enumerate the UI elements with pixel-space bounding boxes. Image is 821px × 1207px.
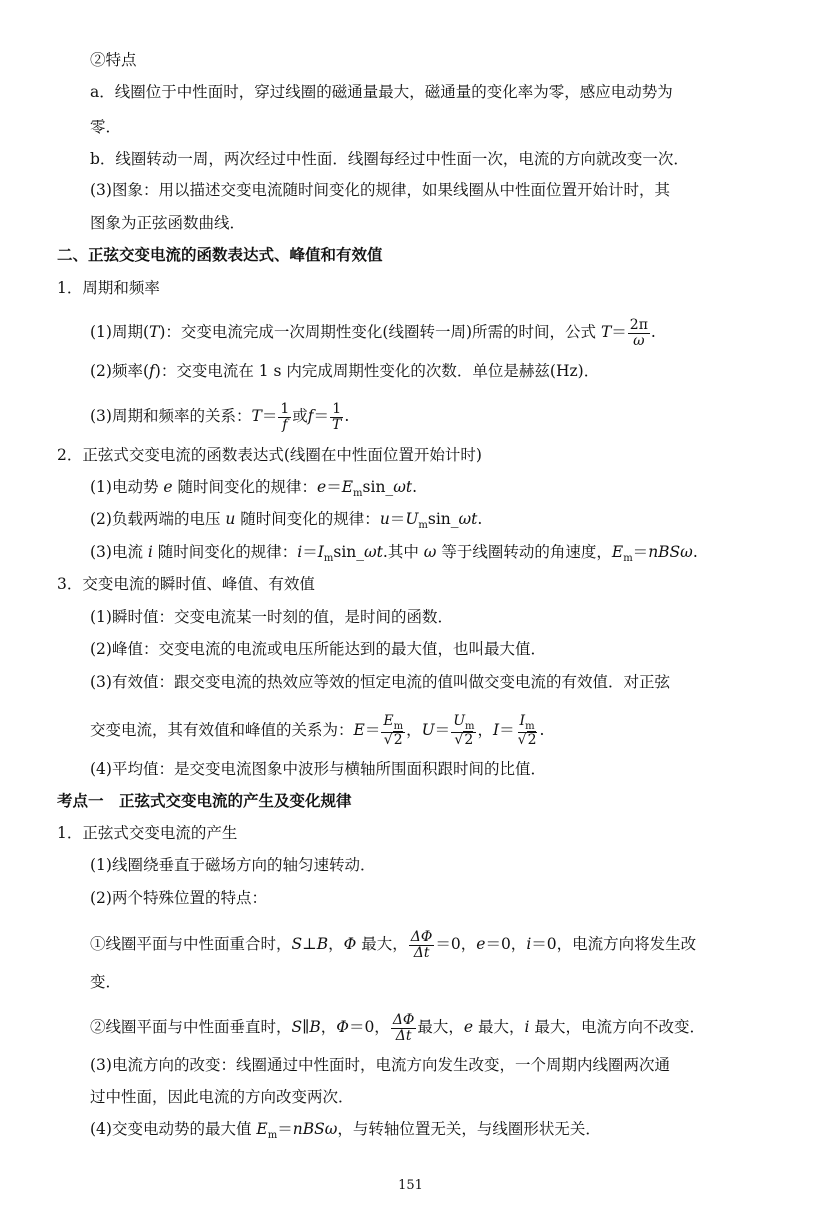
text-line: (4)交变电动势的最大值 $E_m=nBS\omega$，与转轴位置无关，与线圈形状无关． (90, 1120, 601, 1142)
text-line: (2)峰值：交变电流的电流或电压所能达到的最大值，也叫最大值． (90, 640, 546, 658)
text-line: (1)周期(T)：交变电流完成一次周期性变化(线圈转一周)所需的时间，公式 T＝ $\frac{2\pi}{\omega}$ . (90, 317, 656, 349)
fraction: $\frac{U_m}{√2}$ (453, 713, 475, 749)
text-line: (3)图象：用以描述交变电流随时间变化的规律，如果线圈从中性面位置开始计时，其 (90, 181, 670, 199)
text-line: (1)电动势 e 随时间变化的规律：$e=E_m\sin\_\omega t$. (90, 478, 417, 500)
text-line: 过中性面，因此电流的方向改变两次． (90, 1088, 354, 1106)
text-line: (3)电流方向的改变：线圈通过中性面时，电流方向发生改变，一个周期内线圈两次通 (90, 1056, 670, 1074)
section-heading: 考点一 正弦式交变电流的产生及变化规律 (57, 791, 352, 810)
text-line: ②特点 (90, 51, 137, 69)
text-line: (1)线圈绕垂直于磁场方向的轴匀速转动． (90, 856, 376, 874)
text-line: (4)平均值：是交变电流图象中波形与横轴所围面积跟时间的比值． (90, 760, 546, 778)
fraction: $\frac{I_m}{√2}$ (517, 713, 537, 749)
fraction: $\frac{2\pi}{\omega}$ (629, 317, 648, 349)
fraction: $\frac{1}{T}$ (332, 401, 342, 433)
fraction: $\frac{1}{f}$ (280, 401, 290, 433)
text-line: (1)瞬时值：交变电流某一时刻的值，是时间的函数． (90, 608, 453, 626)
text-line: 图象为正弦函数曲线． (90, 214, 246, 232)
text-line: 变． (90, 973, 122, 991)
text-line: b．线圈转动一周，两次经过中性面．线圈每经过中性面一次，电流的方向就改变一次． (90, 150, 689, 168)
fraction: $\frac{\Delta\Phi}{\Delta t}$ (410, 929, 433, 961)
text-line: (3)电流 i 随时间变化的规律：$i=I_m\sin\_\omega t$.其中 ω 等于线圈转动的角速度，$E_m=nBS\omega$. (90, 543, 698, 565)
text-line: (3)周期和频率的关系：T＝ $\frac{1}{f}$ 或f＝ $\frac{1}{T}$ . (90, 401, 350, 433)
page-number: 151 (398, 1178, 423, 1193)
text-line: 1．正弦式交变电流的产生 (57, 824, 238, 842)
text-line: 零． (90, 118, 122, 136)
text-line: ①线圈平面与中性面重合时，S⊥B，Φ 最大， $\frac{\Delta\Phi}{\Delta t}$ ＝0，e＝0，i＝0，电流方向将发生改 (90, 929, 697, 961)
text-line: 1．周期和频率 (57, 279, 160, 297)
text-line: 3．交变电流的瞬时值、峰值、有效值 (57, 575, 315, 593)
text-line: ②线圈平面与中性面垂直时，S∥B，Φ＝0， $\frac{\Delta\Phi}{\Delta t}$ 最大，e 最大，i 最大，电流方向不改变． (90, 1012, 705, 1044)
text-line: 交变电流，其有效值和峰值的关系为：E＝ $\frac{E_m}{√2}$ ，U＝ $\frac{U_m}{√2}$ ，I＝ $\frac{I_m}{√2}$ . (90, 713, 545, 749)
text-line: 2．正弦式交变电流的函数表达式(线圈在中性面位置开始计时) (57, 446, 482, 464)
text-line: a．线圈位于中性面时，穿过线圈的磁通量最大，磁通量的变化率为零，感应电动势为 (90, 83, 673, 101)
text-line: (2)频率(f)：交变电流在 1 s 内完成周期性变化的次数．单位是赫兹(Hz)． (90, 362, 600, 380)
text-line: (2)两个特殊位置的特点： (90, 889, 267, 907)
text-line: (2)负载两端的电压 u 随时间变化的规律：$u=U_m\sin\_\omega t$. (90, 510, 483, 532)
text-line: (3)有效值：跟交变电流的热效应等效的恒定电流的值叫做交变电流的有效值．对正弦 (90, 673, 670, 691)
fraction: $\frac{\Delta\Phi}{\Delta t}$ (392, 1012, 415, 1044)
fraction: $\frac{E_m}{√2}$ (383, 713, 404, 749)
section-heading: 二、正弦交变电流的函数表达式、峰值和有效值 (57, 245, 383, 264)
